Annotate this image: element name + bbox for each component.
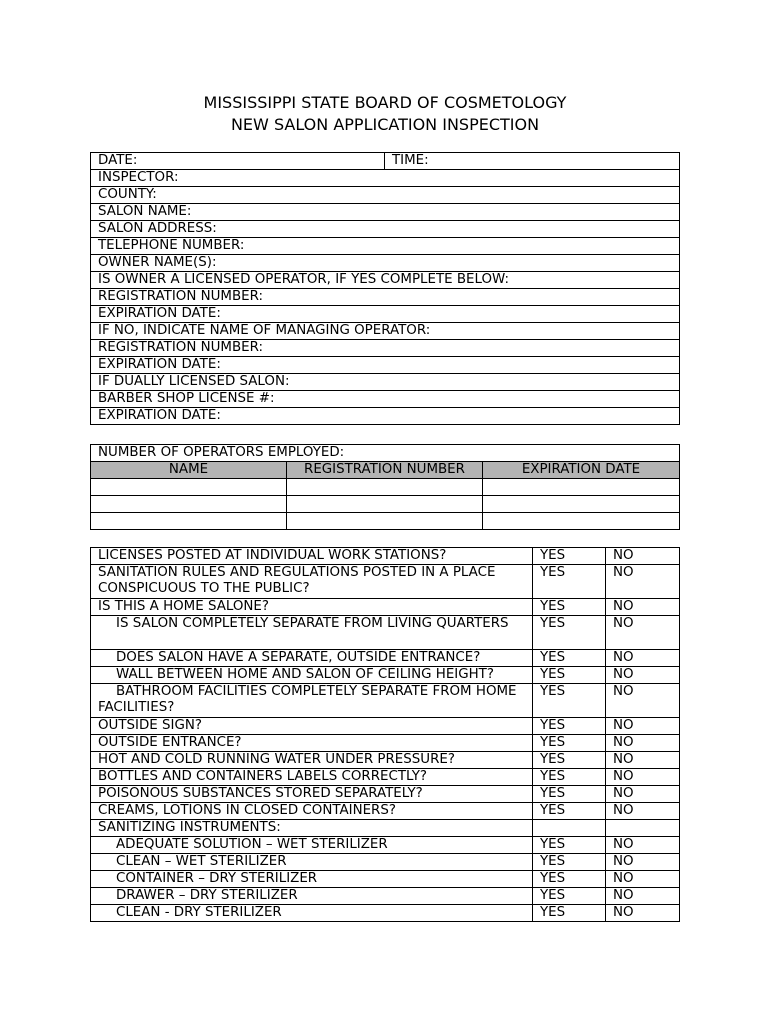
table-row — [91, 479, 680, 496]
no-option[interactable]: NO — [606, 888, 680, 905]
owner-registration-field[interactable]: REGISTRATION NUMBER: — [91, 289, 680, 306]
operator-name-cell[interactable] — [91, 513, 287, 530]
checklist-row — [91, 650, 680, 667]
checklist-question: LICENSES POSTED AT INDIVIDUAL WORK STATIONS? — [91, 548, 533, 565]
yes-option[interactable]: YES — [533, 871, 606, 888]
form-title: MISSISSIPPI STATE BOARD OF COSMETOLOGY — [203, 93, 567, 112]
checklist-row — [91, 786, 680, 803]
yes-option[interactable]: YES — [533, 888, 606, 905]
checklist-question: CLEAN – WET STERILIZER — [91, 854, 533, 871]
no-option[interactable]: NO — [606, 752, 680, 769]
checklist-row — [91, 684, 680, 718]
yes-option[interactable]: YES — [533, 548, 606, 565]
yes-option[interactable]: YES — [533, 565, 606, 599]
checklist-row — [91, 548, 680, 565]
no-option[interactable]: NO — [606, 599, 680, 616]
checklist-row — [91, 854, 680, 871]
no-option[interactable]: NO — [606, 803, 680, 820]
dually-licensed-label: IF DUALLY LICENSED SALON: — [91, 374, 680, 391]
checklist-row — [91, 820, 680, 837]
checklist-question: POISONOUS SUBSTANCES STORED SEPARATELY? — [91, 786, 533, 803]
empty-cell — [606, 820, 680, 837]
operator-registration-cell[interactable] — [287, 513, 483, 530]
no-option[interactable]: NO — [606, 905, 680, 922]
yes-option[interactable]: YES — [533, 718, 606, 735]
owner-expiration-field[interactable]: EXPIRATION DATE: — [91, 306, 680, 323]
barber-license-field[interactable]: BARBER SHOP LICENSE #: — [91, 391, 680, 408]
yes-option[interactable]: YES — [533, 786, 606, 803]
managing-operator-field[interactable]: IF NO, INDICATE NAME OF MANAGING OPERATOR: — [91, 323, 680, 340]
checklist-question: HOT AND COLD RUNNING WATER UNDER PRESSURE? — [91, 752, 533, 769]
column-header-name: NAME — [91, 462, 287, 479]
no-option[interactable]: NO — [606, 684, 680, 718]
owner-names-field[interactable]: OWNER NAME(S): — [91, 255, 680, 272]
operators-table — [90, 444, 680, 530]
barber-expiration-field[interactable]: EXPIRATION DATE: — [91, 408, 680, 425]
checklist-question: CLEAN - DRY STERILIZER — [91, 905, 533, 922]
operators-heading: NUMBER OF OPERATORS EMPLOYED: — [91, 445, 680, 462]
yes-option[interactable]: YES — [533, 735, 606, 752]
no-option[interactable]: NO — [606, 718, 680, 735]
checklist-row — [91, 565, 680, 599]
salon-name-field[interactable]: SALON NAME: — [91, 204, 680, 221]
owner-licensed-question: IS OWNER A LICENSED OPERATOR, IF YES COMPLETE BELOW: — [91, 272, 680, 289]
checklist-question: OUTSIDE SIGN? — [91, 718, 533, 735]
checklist-row — [91, 718, 680, 735]
table-row — [91, 513, 680, 530]
yes-option[interactable]: YES — [533, 599, 606, 616]
no-option[interactable]: NO — [606, 837, 680, 854]
no-option[interactable]: NO — [606, 735, 680, 752]
no-option[interactable]: NO — [606, 871, 680, 888]
no-option[interactable]: NO — [606, 565, 680, 599]
yes-option[interactable]: YES — [533, 752, 606, 769]
table-row — [91, 496, 680, 513]
checklist-row — [91, 837, 680, 854]
no-option[interactable]: NO — [606, 854, 680, 871]
checklist-question: WALL BETWEEN HOME AND SALON OF CEILING HEIGHT? — [91, 667, 533, 684]
no-option[interactable]: NO — [606, 786, 680, 803]
empty-cell — [533, 820, 606, 837]
checklist-question: BATHROOM FACILITIES COMPLETELY SEPARATE FROM HOME FACILITIES? — [91, 684, 533, 718]
checklist-row — [91, 803, 680, 820]
checklist-question: IS SALON COMPLETELY SEPARATE FROM LIVING QUARTERS — [91, 616, 533, 650]
yes-option[interactable]: YES — [533, 616, 606, 650]
yes-option[interactable]: YES — [533, 803, 606, 820]
operator-expiration-cell[interactable] — [483, 479, 680, 496]
form-subtitle: NEW SALON APPLICATION INSPECTION — [230, 115, 540, 134]
info-table — [90, 152, 680, 425]
date-field[interactable]: DATE: — [91, 153, 385, 170]
yes-option[interactable]: YES — [533, 837, 606, 854]
no-option[interactable]: NO — [606, 616, 680, 650]
no-option[interactable]: NO — [606, 667, 680, 684]
checklist-question: IS THIS A HOME SALONE? — [91, 599, 533, 616]
checklist-question: DRAWER – DRY STERILIZER — [91, 888, 533, 905]
checklist-row — [91, 752, 680, 769]
yes-option[interactable]: YES — [533, 769, 606, 786]
column-header-registration: REGISTRATION NUMBER — [287, 462, 483, 479]
operator-name-cell[interactable] — [91, 496, 287, 513]
inspector-field[interactable]: INSPECTOR: — [91, 170, 680, 187]
no-option[interactable]: NO — [606, 650, 680, 667]
operator-registration-cell[interactable] — [287, 479, 483, 496]
checklist-question: BOTTLES AND CONTAINERS LABELS CORRECTLY? — [91, 769, 533, 786]
checklist-row — [91, 735, 680, 752]
manager-expiration-field[interactable]: EXPIRATION DATE: — [91, 357, 680, 374]
checklist-row — [91, 616, 680, 650]
checklist-question: SANITIZING INSTRUMENTS: — [91, 820, 533, 837]
time-field[interactable]: TIME: — [385, 153, 680, 170]
no-option[interactable]: NO — [606, 548, 680, 565]
operator-expiration-cell[interactable] — [483, 496, 680, 513]
operator-registration-cell[interactable] — [287, 496, 483, 513]
checklist-question: OUTSIDE ENTRANCE? — [91, 735, 533, 752]
telephone-field[interactable]: TELEPHONE NUMBER: — [91, 238, 680, 255]
checklist-row — [91, 667, 680, 684]
no-option[interactable]: NO — [606, 769, 680, 786]
yes-option[interactable]: YES — [533, 650, 606, 667]
checklist-question: DOES SALON HAVE A SEPARATE, OUTSIDE ENTRANCE? — [91, 650, 533, 667]
yes-option[interactable]: YES — [533, 854, 606, 871]
checklist-row — [91, 599, 680, 616]
checklist-row — [91, 871, 680, 888]
yes-option[interactable]: YES — [533, 684, 606, 718]
operator-expiration-cell[interactable] — [483, 513, 680, 530]
checklist-question: CONTAINER – DRY STERILIZER — [91, 871, 533, 888]
county-field[interactable]: COUNTY: — [91, 187, 680, 204]
checklist-row — [91, 888, 680, 905]
column-header-expiration: EXPIRATION DATE — [483, 462, 680, 479]
checklist-row — [91, 769, 680, 786]
operator-name-cell[interactable] — [91, 479, 287, 496]
checklist-row — [91, 905, 680, 922]
salon-address-field[interactable]: SALON ADDRESS: — [91, 221, 680, 238]
manager-registration-field[interactable]: REGISTRATION NUMBER: — [91, 340, 680, 357]
checklist-table — [90, 547, 680, 922]
checklist-question: CREAMS, LOTIONS IN CLOSED CONTAINERS? — [91, 803, 533, 820]
yes-option[interactable]: YES — [533, 667, 606, 684]
checklist-question: ADEQUATE SOLUTION – WET STERILIZER — [91, 837, 533, 854]
checklist-question: SANITATION RULES AND REGULATIONS POSTED IN A PLACE CONSPICUOUS TO THE PUBLIC? — [91, 565, 533, 599]
yes-option[interactable]: YES — [533, 905, 606, 922]
